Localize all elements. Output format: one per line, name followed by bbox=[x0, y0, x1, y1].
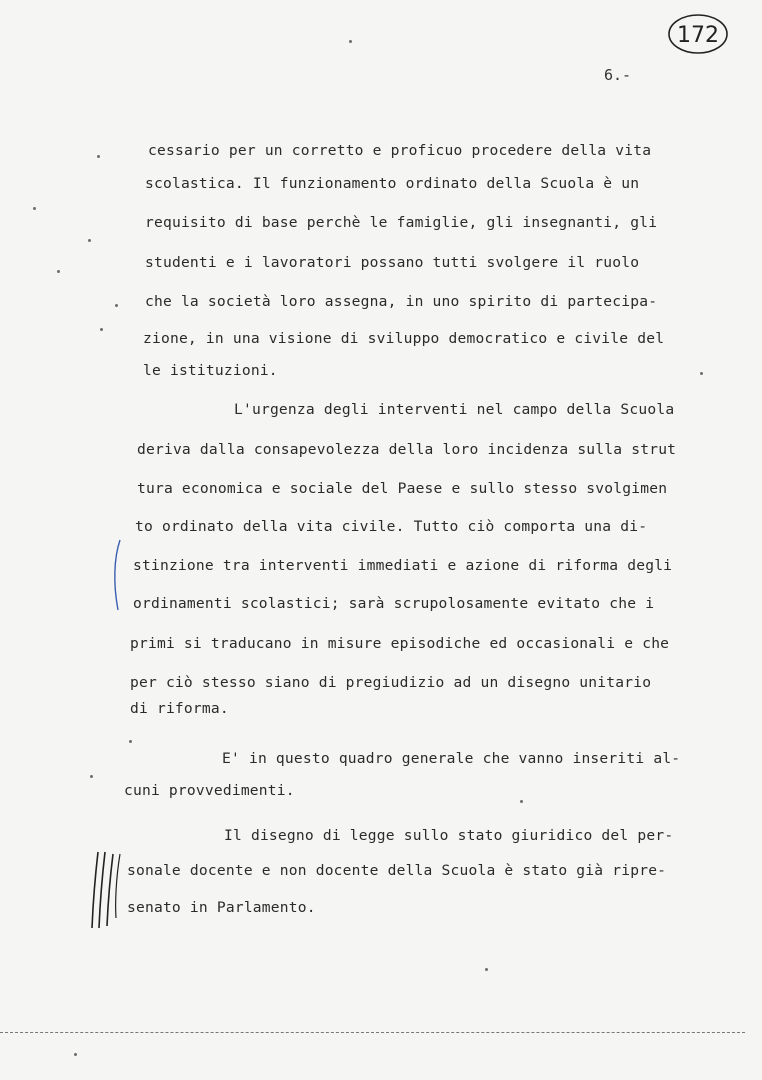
text-line: primi si traducano in misure episodiche ed occasionali e che bbox=[130, 635, 670, 652]
text-line: deriva dalla consapevolezza della loro incidenza sulla strut bbox=[137, 441, 677, 458]
scan-speck bbox=[97, 155, 100, 158]
text-line: tura economica e sociale del Paese e sullo stesso svolgimen bbox=[137, 480, 668, 497]
scan-speck bbox=[74, 1053, 77, 1056]
text-line: requisito di base perchè le famiglie, gli insegnanti, gli bbox=[145, 214, 658, 231]
text-line: studenti e i lavoratori possano tutti svolgere il ruolo bbox=[145, 254, 640, 271]
text-line: che la società loro assegna, in uno spirito di partecipa- bbox=[145, 293, 658, 310]
scan-speck bbox=[88, 239, 91, 242]
text-line: sonale docente e non docente della Scuola è stato già ripre- bbox=[127, 862, 667, 879]
text-line: L'urgenza degli interventi nel campo della Scuola bbox=[234, 401, 675, 418]
text-line: zione, in una visione di sviluppo democratico e civile del bbox=[143, 330, 665, 347]
scan-speck bbox=[349, 40, 352, 43]
text-line: cessario per un corretto e proficuo procedere della vita bbox=[148, 142, 652, 159]
archive-number: 172 bbox=[677, 23, 719, 48]
page-bottom-rule bbox=[0, 1032, 745, 1033]
text-line: Il disegno di legge sullo stato giuridico del per- bbox=[224, 827, 674, 844]
text-line: cuni provvedimenti. bbox=[124, 782, 295, 799]
text-line: le istituzioni. bbox=[143, 362, 278, 379]
scan-speck bbox=[129, 740, 132, 743]
scan-speck bbox=[115, 304, 118, 307]
scan-speck bbox=[57, 270, 60, 273]
text-line: E' in questo quadro generale che vanno inseriti al- bbox=[222, 750, 681, 767]
scan-speck bbox=[90, 775, 93, 778]
page-number: 6.- bbox=[604, 66, 632, 84]
scan-speck bbox=[100, 328, 103, 331]
scan-speck bbox=[33, 207, 36, 210]
text-line: senato in Parlamento. bbox=[127, 899, 316, 916]
text-line: stinzione tra interventi immediati e azione di riforma degli bbox=[133, 557, 673, 574]
text-line: scolastica. Il funzionamento ordinato della Scuola è un bbox=[145, 175, 640, 192]
scan-speck bbox=[520, 800, 523, 803]
text-line: per ciò stesso siano di pregiudizio ad un disegno unitario bbox=[130, 674, 652, 691]
text-line: to ordinato della vita civile. Tutto ciò comporta una di- bbox=[135, 518, 648, 535]
text-line: ordinamenti scolastici; sarà scrupolosamente evitato che i bbox=[133, 595, 655, 612]
archive-number-stamp bbox=[666, 12, 730, 56]
margin-triple-line-mark bbox=[88, 848, 122, 932]
scan-speck bbox=[485, 968, 488, 971]
margin-bracket-mark bbox=[110, 538, 124, 612]
scan-speck bbox=[700, 372, 703, 375]
text-line: di riforma. bbox=[130, 700, 229, 717]
